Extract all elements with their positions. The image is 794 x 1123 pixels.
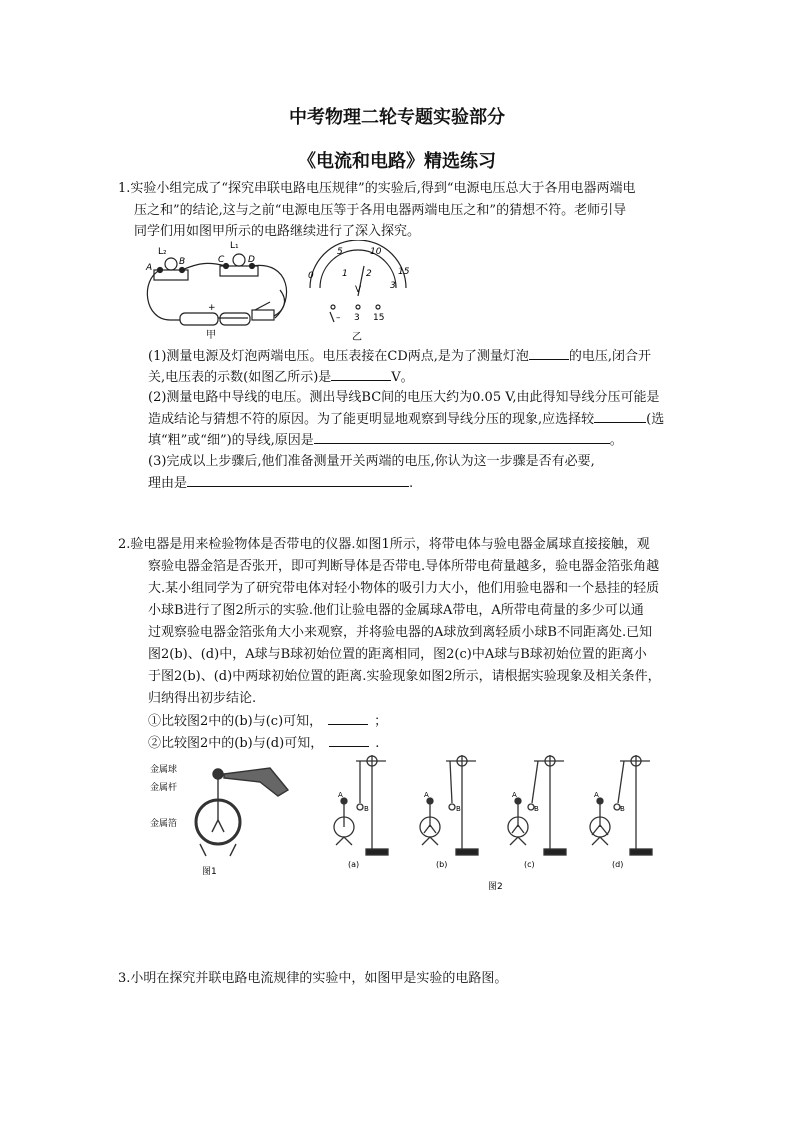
label-a: A bbox=[146, 263, 153, 273]
q1-sub2-line2 bbox=[148, 408, 664, 431]
terminal-minus: – bbox=[336, 313, 341, 323]
voltmeter-unit: V bbox=[355, 285, 362, 295]
figure-1-electroscope bbox=[150, 760, 300, 880]
panel-c-label: (c) bbox=[524, 860, 535, 869]
bulb-l1-icon bbox=[233, 254, 245, 266]
ball-a-label-a: A bbox=[338, 791, 343, 799]
q1-sub2-text-b: 造成结论与猜想不符的原因。为了能更明显地观察到导线分压的现象,应选择较 bbox=[148, 412, 595, 427]
figure-jia-label: 甲 bbox=[206, 330, 216, 341]
panel-a-apparatus bbox=[334, 755, 388, 855]
q1-sub3-text-c: . bbox=[409, 476, 414, 491]
battery-1 bbox=[180, 313, 218, 325]
panel-a-label: (a) bbox=[348, 860, 360, 869]
label-metal-ball: 金属球 bbox=[150, 765, 178, 775]
ball-b-label-d: B bbox=[620, 805, 625, 813]
switch-icon bbox=[252, 310, 274, 320]
label-plus: + bbox=[208, 303, 216, 313]
q1-sub2-text-e: 。 bbox=[609, 433, 623, 448]
ball-b-label-a: B bbox=[364, 805, 369, 813]
q1-sub1-text-d: V。 bbox=[391, 370, 414, 385]
ball-b-b bbox=[449, 804, 455, 810]
scale-bottom-0: 0 bbox=[308, 271, 314, 281]
scale-bottom-1: 1 bbox=[342, 269, 348, 279]
q1-sub1-text-b: 的电压,闭合开 bbox=[568, 349, 652, 364]
q1-sub1-text-a: (1)测量电源及灯泡两端电压。电压表接在CD两点,是为了测量灯泡 bbox=[148, 349, 529, 364]
q1-sub3-line1: (3)完成以上步骤后,他们准备测量开关两端的电压,你认为这一步骤是否有必要, bbox=[148, 454, 595, 469]
figure-1-caption: 图1 bbox=[202, 867, 217, 877]
q2-line-5: 过观察验电器金箔张角大小来观察，并将验电器的A球放到离轻质小球B不同距离处.已知 bbox=[148, 625, 653, 640]
page-subtitle: 《电流和电路》精选练习 bbox=[298, 151, 496, 172]
label-metal-foil: 金属箔 bbox=[150, 819, 178, 829]
page-title: 中考物理二轮专题实验部分 bbox=[289, 107, 505, 128]
circuit-figure bbox=[140, 240, 420, 345]
q2-line-7: 于图2(b)、(d)中两球初始位置的距离.实验现象如图2所示，请根据实验现象及相关条件， bbox=[148, 669, 661, 684]
q1-line-3: 同学们用如图甲所示的电路继续进行了深入探究。 bbox=[134, 224, 421, 239]
scale-top-10: 10 bbox=[370, 247, 382, 257]
q2-c2-end: . bbox=[375, 736, 380, 751]
q1-answer-blank-3[interactable] bbox=[594, 408, 646, 423]
label-b: B bbox=[179, 257, 186, 267]
figure-2-experiment bbox=[320, 745, 660, 895]
q2-line-1: 2.验电器是用来检验物体是否带电的仪器.如图1所示，将带电体与验电器金属球直接接触，观 bbox=[118, 537, 650, 552]
q1-sub1-text-c: 关,电压表的示数(如图乙所示)是 bbox=[148, 370, 332, 385]
q1-sub1-line2 bbox=[148, 366, 414, 389]
q2-c1-text: ①比较图2中的(b)与(c)可知， bbox=[148, 714, 323, 729]
battery-2 bbox=[220, 313, 250, 325]
q1-line-2: 压之和”的结论,这与之前“电源电压等于各用电器两端电压之和”的猜想不符。老师引导 bbox=[134, 203, 627, 218]
q2-conclusion-1 bbox=[148, 710, 387, 733]
scale-bottom-3: 3 bbox=[390, 281, 396, 291]
hand-rod-icon bbox=[224, 768, 288, 796]
q2-line-8: 归纳得出初步结论. bbox=[148, 691, 257, 706]
q2-c1-end: ； bbox=[374, 714, 388, 729]
ball-b-label-b: B bbox=[456, 805, 461, 813]
q1-answer-blank-2[interactable] bbox=[331, 366, 391, 381]
panel-b-label: (b) bbox=[436, 860, 448, 869]
q1-line-1: 1.实验小组完成了“探究串联电路电压规律”的实验后,得到“电源电压总大于各用电器两端电 bbox=[118, 181, 636, 196]
label-d: D bbox=[248, 255, 255, 265]
ball-b-a bbox=[357, 804, 363, 810]
q1-answer-blank-4[interactable] bbox=[314, 429, 610, 444]
q2-c2-text: ②比较图2中的(b)与(d)可知， bbox=[148, 736, 324, 751]
label-metal-rod: 金属杆 bbox=[150, 783, 178, 793]
ball-a-label-b: A bbox=[424, 791, 429, 799]
q3-line-1: 3.小明在探究并联电路电流规律的实验中，如图甲是实验的电路图。 bbox=[118, 971, 508, 986]
ball-b-label-c: B bbox=[534, 805, 539, 813]
q1-sub1-line1 bbox=[148, 345, 651, 368]
q1-sub3-text-b: 理由是 bbox=[148, 476, 188, 491]
q1-sub2-text-d: 填“粗”或“细”)的导线,原因是 bbox=[148, 433, 314, 448]
q1-sub2-line1: (2)测量电路中导线的电压。测出导线BC间的电压大约为0.05 V,由此得知导线分压可能是 bbox=[148, 390, 660, 405]
figure-yi-label: 乙 bbox=[352, 332, 362, 343]
q1-answer-blank-5[interactable] bbox=[187, 472, 409, 487]
q2-line-3: 大.某小组同学为了研究带电体对轻小物体的吸引力大小，他们用验电器和一个悬挂的轻质 bbox=[148, 581, 660, 596]
figure-2-caption: 图2 bbox=[488, 882, 503, 892]
ball-a-label-c: A bbox=[512, 791, 517, 799]
q2-line-6: 图2(b)、(d)中，A球与B球初始位置的距离相同，图2(c)中A球与B球初始位置的距离小 bbox=[148, 647, 647, 662]
terminal-15: 15 bbox=[373, 313, 385, 323]
terminal-3: 3 bbox=[354, 313, 360, 323]
q1-sub2-text-c: (选 bbox=[646, 412, 665, 427]
metal-ball-icon bbox=[213, 769, 223, 779]
label-l2: L₂ bbox=[158, 247, 167, 257]
q1-sub2-line3 bbox=[148, 429, 623, 452]
q1-sub3-line2 bbox=[148, 472, 413, 495]
q1-answer-blank-1[interactable] bbox=[529, 345, 569, 360]
scale-top-15: 15 bbox=[398, 267, 410, 277]
q2-line-2: 察验电器金箔是否张开，即可判断导体是否带电.导体所带电荷量越多，验电器金箔张角越 bbox=[148, 559, 660, 574]
scale-top-5: 5 bbox=[337, 247, 343, 257]
scale-bottom-2: 2 bbox=[366, 269, 372, 279]
panel-d-label: (d) bbox=[612, 860, 624, 869]
ball-a-label-d: A bbox=[594, 791, 599, 799]
label-l1: L₁ bbox=[230, 241, 239, 251]
q2-answer-blank-1[interactable] bbox=[328, 710, 368, 725]
q2-line-4: 小球B进行了图2所示的实验.他们让验电器的金属球A带电，A所带电荷量的多少可以通 bbox=[148, 603, 644, 618]
bulb-l2-icon bbox=[165, 258, 177, 270]
panel-b-apparatus bbox=[420, 755, 478, 855]
label-c: C bbox=[218, 255, 225, 265]
